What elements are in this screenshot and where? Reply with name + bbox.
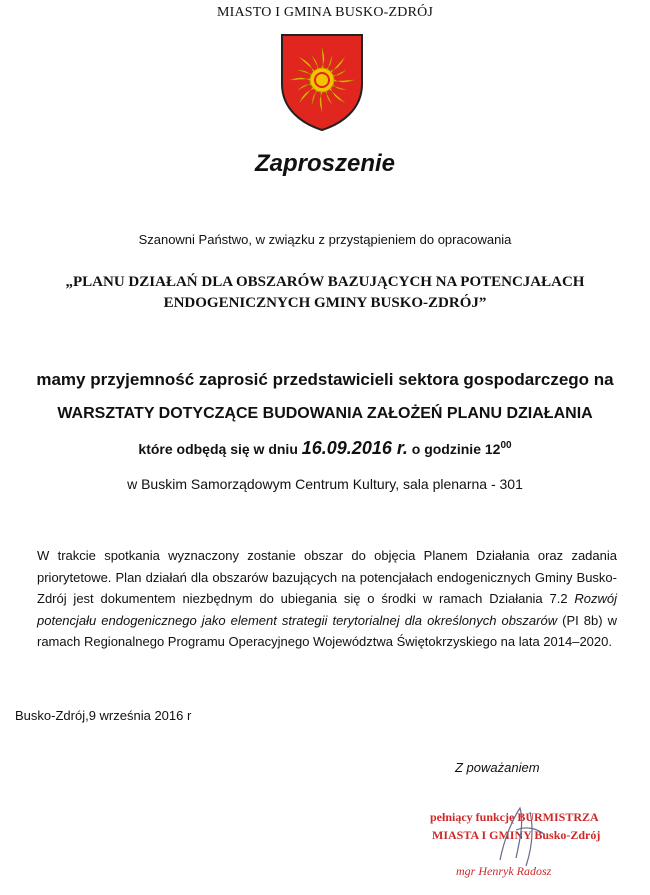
signatory-name: mgr Henryk Radosz (456, 864, 552, 878)
paragraph-italic: Rozwój potencjału endogenicznego jako element strategii terytorialnej dla określonych obszarów (37, 591, 617, 628)
paragraph-part-1: W trakcie spotkania wyznaczony zostanie obszar do objęcia Planem Działania oraz zadania priorytetowe. Plan działań dla obszarów bazujących na potencjałach endogenicznych Gminy Busko-Zdrój jest dokumentem niezbędnym do ubiegania się o środki w ramach Działania 7.2 (37, 548, 617, 606)
event-location: w Buskim Samorządowym Centrum Kultury, sala plenarna - 301 (127, 476, 523, 492)
date-place: Busko-Zdrój,9 września 2016 r (15, 708, 192, 723)
coat-of-arms-sun-icon (279, 32, 365, 132)
paragraph-part-2: (PI 8b) w ramach Regionalnego Programu Operacyjnego Województwa Świętokrzyskiego na lata 2014–2020. (37, 612, 617, 649)
plan-title-line-2: ENDOGENICZNYCH GMINY BUSKO-ZDRÓJ” (163, 295, 487, 311)
stamp-line-2: MIASTA I GMINY Busko-Zdrój (432, 828, 601, 842)
regards-text: Z poważaniem (455, 760, 540, 775)
plan-title (0, 272, 650, 314)
handwritten-signature-icon (490, 800, 550, 870)
time-prefix: o godzinie 12 (407, 441, 501, 457)
plan-title-line-1: „PLANU DZIAŁAŃ DLA OBSZARÓW BAZUJĄCYCH NA POTENCJAŁACH (65, 274, 585, 290)
document-title: Zaproszenie (254, 150, 396, 177)
workshop-title: WARSZTATY DOTYCZĄCE BUDOWANIA ZAŁOŻEŃ PLANU DZIAŁANIA (57, 405, 593, 422)
stamp-line-1: pełniący funkcję BURMISTRZA (430, 810, 599, 824)
invitation-text: mamy przyjemność zaprosić przedstawicieli sektora gospodarczego na (36, 370, 614, 389)
body-paragraph (37, 545, 617, 653)
event-date: 16.09.2016 r. (301, 438, 408, 458)
time-minutes: 00 (500, 440, 512, 451)
event-datetime (0, 438, 650, 459)
municipality-header: MIASTO I GMINA BUSKO-ZDRÓJ (216, 5, 434, 20)
when-prefix: które odbędą się w dniu (138, 441, 302, 457)
intro-text: Szanowni Państwo, w związku z przystąpieniem do opracowania (138, 232, 512, 247)
